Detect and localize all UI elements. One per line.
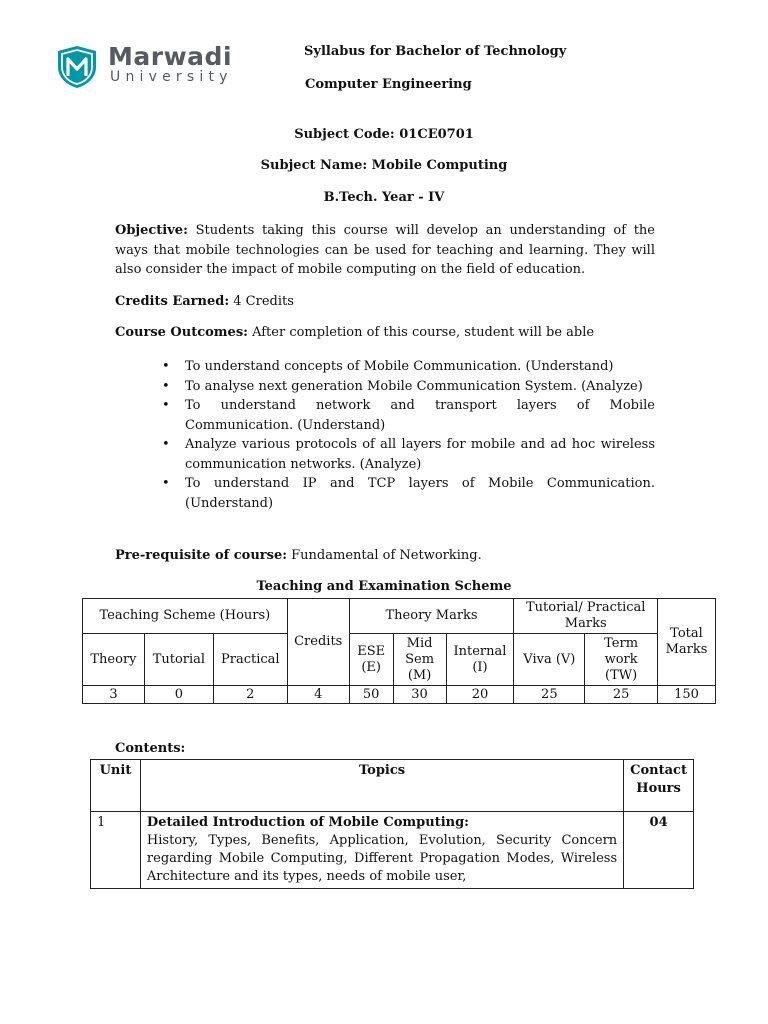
value-practical: 2 [213, 686, 287, 704]
prerequisite-label: Pre-requisite of course: [115, 548, 288, 563]
outcomes-text: After completion of this course, student will be able [247, 325, 595, 340]
table-row [83, 686, 716, 704]
contents-label: Contents: [115, 741, 186, 756]
header-unit: Unit [91, 760, 141, 812]
list-item: • To analyse next generation Mobile Communication System. (Analyze) [185, 377, 655, 397]
credits-text: 4 Credits [229, 294, 294, 309]
program-year: B.Tech. Year - IV [323, 190, 445, 205]
topic-cell [140, 812, 623, 889]
list-item: • To understand network and transport layers of Mobile Communication. (Understand) [185, 396, 655, 435]
header-credits: Credits [287, 599, 349, 686]
header-program: Syllabus for Bachelor of Technology [304, 44, 567, 59]
shield-m-icon [56, 45, 98, 89]
col-practical: Practical [213, 634, 287, 686]
value-mid-sem: 30 [393, 686, 446, 704]
value-ese: 50 [349, 686, 393, 704]
credits-line [115, 292, 655, 312]
prerequisite-text: Fundamental of Networking. [287, 548, 482, 563]
contents-table [90, 759, 694, 889]
subject-name: Subject Name: Mobile Computing [260, 158, 508, 173]
header-contact-hours: Contact Hours [624, 760, 694, 812]
header-topics: Topics [140, 760, 623, 812]
prerequisite-line [115, 546, 655, 566]
list-item: • To understand concepts of Mobile Communication. (Understand) [185, 357, 655, 377]
objective-label: Objective: [115, 223, 188, 238]
list-item: • Analyze various protocols of all layers for mobile and ad hoc wireless communication networks. (Analyze) [185, 435, 655, 474]
contact-hours: 04 [624, 812, 694, 889]
objective-text: Students taking this course will develop an understanding of the ways that mobile technologies can be used for teaching and learning. They will also consider the impact of mobile computing on the field of education. [115, 223, 655, 277]
col-ese: ESE (E) [349, 634, 393, 686]
list-item: • To understand IP and TCP layers of Mobile Communication. (Understand) [185, 474, 655, 513]
col-theory: Theory [83, 634, 145, 686]
value-internal: 20 [446, 686, 514, 704]
value-term-work: 25 [585, 686, 658, 704]
subject-code: Subject Code: 01CE0701 [294, 127, 474, 142]
outcomes-line [115, 323, 655, 343]
header-tutorial-practical: Tutorial/ Practical Marks [514, 599, 658, 634]
outcomes-list [115, 357, 655, 513]
university-logo [56, 42, 246, 91]
value-total: 150 [657, 686, 715, 704]
header-total-marks: Total Marks [657, 599, 715, 686]
value-tutorial: 0 [144, 686, 213, 704]
unit-number: 1 [91, 812, 141, 889]
col-tutorial: Tutorial [144, 634, 213, 686]
logo-name-top: Marwadi [108, 42, 233, 71]
col-viva: Viva (V) [514, 634, 585, 686]
credits-label: Credits Earned: [115, 294, 230, 309]
col-mid-sem: Mid Sem (M) [393, 634, 446, 686]
topic-description: History, Types, Benefits, Application, Evolution, Security Concern regarding Mobile Computing, Different Propagation Modes, Wireless Architecture and its types, needs of mobile user, [146, 833, 618, 884]
header-theory-marks: Theory Marks [349, 599, 514, 634]
table-row [91, 812, 694, 889]
teaching-scheme-table [82, 598, 716, 704]
outcomes-label: Course Outcomes: [115, 325, 248, 340]
col-internal: Internal (I) [446, 634, 514, 686]
scheme-title: Teaching and Examination Scheme [256, 579, 512, 594]
header-teaching-scheme: Teaching Scheme (Hours) [83, 599, 288, 634]
value-credits: 4 [287, 686, 349, 704]
topic-title: Detailed Introduction of Mobile Computing: [146, 815, 469, 830]
objective-paragraph [115, 221, 655, 280]
logo-name-bottom: University [110, 69, 233, 85]
value-viva: 25 [514, 686, 585, 704]
header-department: Computer Engineering [305, 77, 472, 92]
col-term-work: Term work (TW) [585, 634, 658, 686]
value-theory: 3 [83, 686, 145, 704]
